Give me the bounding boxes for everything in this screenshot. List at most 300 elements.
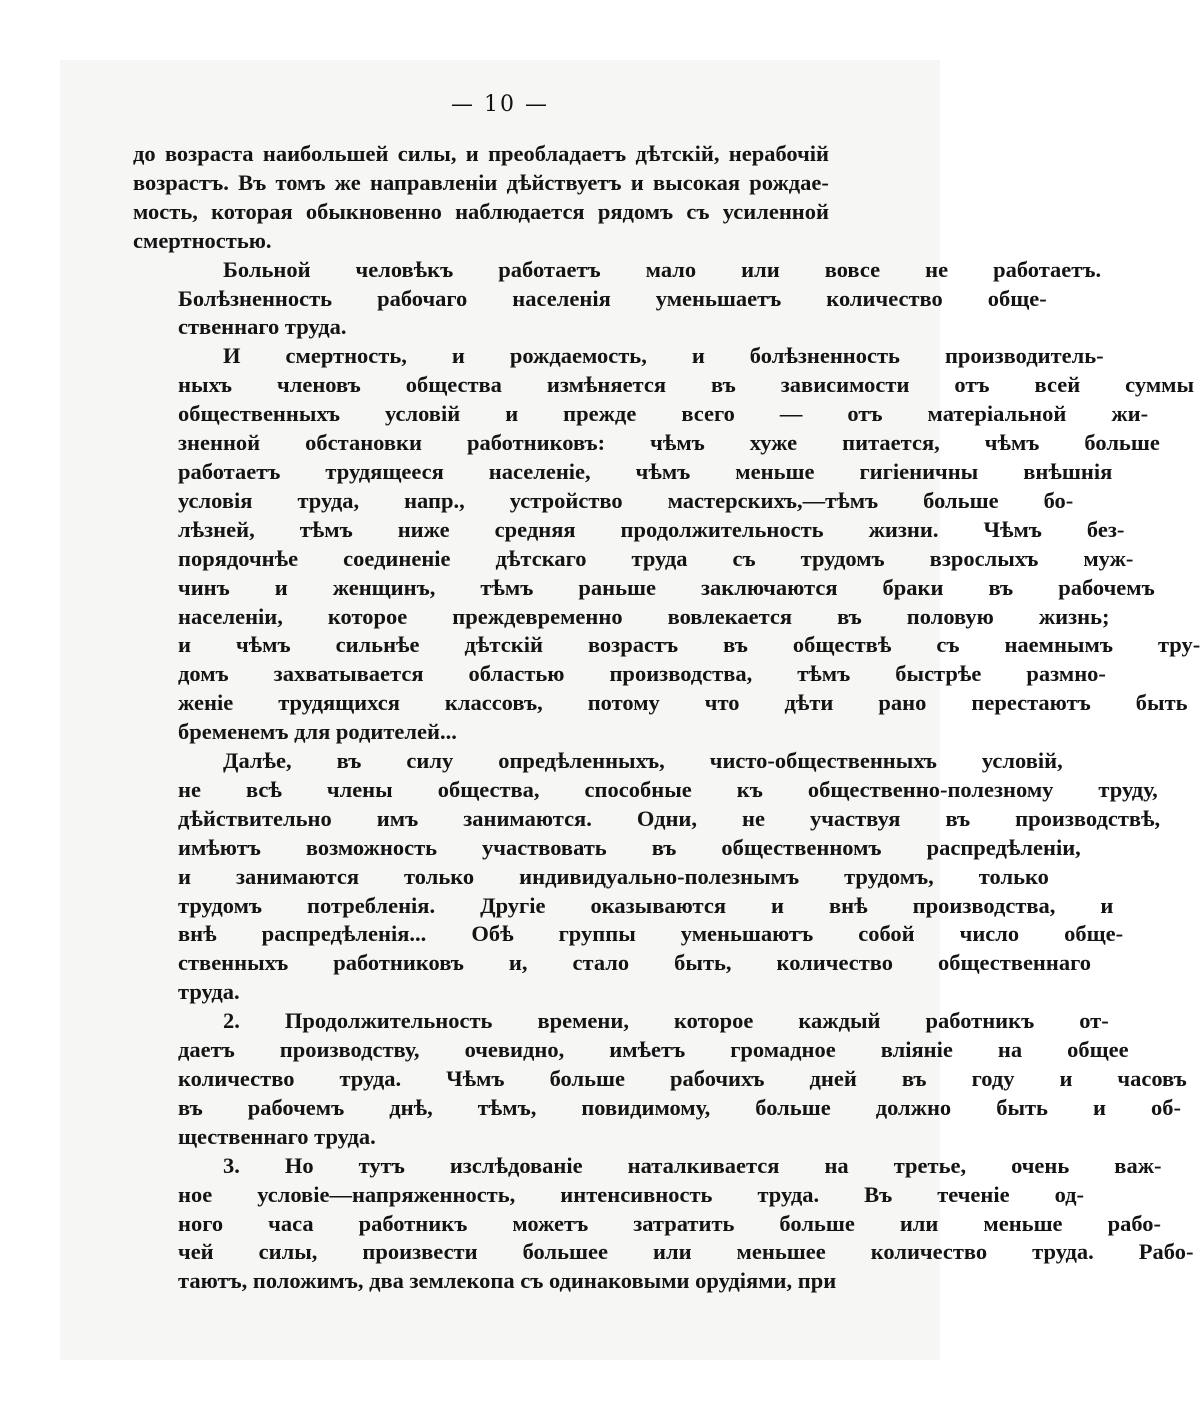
word: чѣмъ	[235, 632, 291, 658]
word: работаетъ.	[993, 256, 1102, 282]
word: дѣйствительно	[178, 805, 332, 831]
word: уменьшаютъ	[680, 921, 814, 947]
text-line	[133, 920, 1124, 949]
word: Рабо-	[1138, 1239, 1194, 1265]
word: трудомъ	[178, 892, 263, 918]
word: Далѣе,	[223, 748, 292, 774]
word: или	[899, 1210, 939, 1236]
paragraph	[133, 1152, 1194, 1297]
word: только	[978, 863, 1049, 889]
word: областью	[468, 661, 565, 687]
word: устройство	[509, 487, 623, 513]
word: классовъ,	[444, 690, 543, 716]
word: условія	[178, 487, 253, 513]
word: ное	[178, 1181, 213, 1207]
word: распредѣленія...	[261, 921, 427, 947]
word: Одни,	[636, 805, 697, 831]
word: больше	[549, 1066, 625, 1091]
word: работаетъ	[498, 256, 601, 282]
word: тѣмъ	[299, 516, 353, 542]
word: производству,	[279, 1037, 420, 1063]
word: вліяніе	[880, 1037, 953, 1063]
word: от-	[1079, 1008, 1109, 1034]
word: днѣ,	[389, 1094, 433, 1120]
word: возрастъ.	[133, 169, 229, 195]
word: вовсе	[824, 256, 881, 282]
word: больше	[923, 487, 999, 513]
word: захватывается	[273, 661, 424, 687]
word: и	[274, 574, 288, 600]
text-line	[133, 1210, 1162, 1239]
word: внѣ	[829, 892, 868, 918]
word: обще-	[1064, 921, 1124, 947]
word: и	[178, 632, 191, 658]
word: обыкновенно	[305, 198, 442, 224]
word: и	[1092, 1094, 1106, 1120]
word: быть,	[674, 950, 732, 976]
word: и,	[508, 950, 528, 976]
word: которое	[673, 1008, 754, 1034]
word: и	[1100, 892, 1114, 918]
word: занимаются.	[463, 805, 592, 831]
word: и	[771, 892, 784, 918]
word: общественнаго	[938, 950, 1092, 976]
word: въ	[837, 603, 862, 629]
word: общественныхъ	[178, 401, 340, 427]
text-line	[133, 140, 829, 169]
word: общее	[1067, 1037, 1129, 1063]
word: тутъ	[358, 1152, 405, 1178]
word: потому	[587, 690, 660, 716]
word: муж-	[1083, 545, 1134, 571]
word: больше	[755, 1094, 831, 1120]
word: участвуя	[809, 805, 901, 831]
word: женщинъ,	[332, 574, 436, 600]
word: условій	[384, 401, 461, 427]
word: количество	[178, 1066, 295, 1091]
word: 2.	[223, 1008, 240, 1034]
word: меньшее	[736, 1239, 826, 1265]
text-line	[133, 892, 1114, 921]
word: прежде	[563, 401, 637, 427]
word: дѣтскій,	[635, 141, 720, 166]
word: перестаютъ	[971, 690, 1091, 716]
text-line: ственнаго труда.	[178, 314, 347, 340]
word: работникъ	[358, 1210, 468, 1236]
word: съ	[732, 545, 756, 571]
text-line	[133, 776, 1158, 805]
word: силу	[406, 748, 454, 774]
word: преобладаетъ	[488, 141, 627, 166]
word: всѣ	[245, 776, 282, 802]
word: населеніи,	[178, 603, 283, 629]
word: размно-	[1026, 661, 1106, 687]
word: без-	[1086, 516, 1125, 542]
word: об-	[1150, 1094, 1181, 1120]
word: заключаются	[700, 574, 838, 600]
word: человѣкъ	[355, 256, 454, 282]
word: рядомъ	[597, 198, 674, 224]
word: быстрѣе	[895, 661, 982, 687]
word: больше	[779, 1210, 855, 1236]
word: не	[742, 805, 765, 831]
word: общественномъ	[721, 834, 882, 860]
word: теченіе	[937, 1181, 1010, 1207]
text-line	[133, 747, 1063, 776]
word: собой	[858, 921, 915, 947]
word: условій,	[981, 748, 1063, 774]
word: труду,	[1098, 776, 1158, 802]
word: общества	[405, 372, 502, 398]
word: количество	[826, 285, 943, 311]
text-line: бременемъ для родителей...	[178, 719, 457, 745]
word: наблюдается	[455, 198, 585, 224]
word: громадное	[730, 1037, 836, 1063]
word: смертность,	[285, 343, 407, 369]
word: произвести	[362, 1239, 478, 1265]
paragraph	[133, 256, 1102, 343]
word: силы,	[397, 141, 457, 166]
word: Продолжительность	[284, 1008, 493, 1034]
word: въ	[178, 1094, 203, 1120]
text-line: таютъ, положимъ, два землекопа съ одинаковыми орудіями, при	[178, 1268, 837, 1294]
word: въ	[723, 632, 748, 658]
word: питается,	[842, 430, 940, 456]
word: быть	[1135, 690, 1188, 716]
word: чисто-общественныхъ	[709, 748, 937, 774]
text-line	[133, 545, 1134, 574]
word: Больной	[223, 256, 311, 282]
word: и	[1059, 1066, 1073, 1091]
text-line	[133, 1238, 1194, 1267]
word: жизнь;	[1038, 603, 1110, 629]
word: имѣютъ	[178, 834, 261, 860]
word: больше	[1084, 430, 1160, 456]
word: рождаемость,	[509, 343, 647, 369]
text-line	[133, 169, 829, 198]
word: женіе	[178, 690, 234, 716]
word: ныхъ	[178, 372, 233, 398]
word: ственныхъ	[178, 950, 289, 976]
word: или	[741, 256, 780, 282]
word: работниковъ	[333, 950, 464, 976]
word: обстановки	[305, 430, 422, 456]
text-line	[133, 429, 1160, 458]
word: участвовать	[482, 834, 607, 860]
word: жизни.	[868, 516, 939, 542]
word: что	[704, 690, 740, 716]
word: суммы	[1125, 372, 1195, 398]
word: Болѣзненность	[178, 285, 333, 311]
word: не	[925, 256, 949, 282]
word: зависимости	[780, 372, 910, 398]
word: на	[997, 1037, 1023, 1063]
word: дѣтскій	[464, 632, 543, 658]
word: которое	[327, 603, 408, 629]
word: группы	[558, 921, 636, 947]
word: члены	[326, 776, 393, 802]
text-line	[133, 371, 1195, 400]
word: возможность	[305, 834, 438, 860]
word: и	[630, 169, 644, 195]
word: затратить	[633, 1210, 735, 1236]
word: и	[178, 863, 191, 889]
word: рано	[878, 690, 927, 716]
word: порядочнѣе	[178, 545, 299, 571]
word: въ	[651, 834, 677, 860]
word: Чѣмъ	[446, 1066, 505, 1091]
word: работникъ	[925, 1008, 1035, 1034]
word: нерабочій	[728, 141, 829, 166]
text-line	[133, 603, 1110, 632]
word: дѣйствуетъ	[506, 169, 622, 195]
word: чѣмъ	[650, 430, 705, 456]
word: не	[178, 776, 201, 802]
word: быть	[996, 1094, 1048, 1120]
word: матеріальной	[927, 401, 1067, 427]
word: членовъ	[277, 372, 361, 398]
text-line	[133, 834, 1081, 863]
word: третье,	[893, 1152, 967, 1178]
page-number: — 10 —	[451, 92, 549, 117]
word: трудомъ	[800, 545, 885, 571]
word: каждый	[798, 1008, 881, 1034]
word: дней	[809, 1066, 857, 1091]
word: количество	[776, 950, 893, 976]
word: чей	[178, 1239, 214, 1265]
text-line	[133, 1065, 1187, 1094]
word: меньше	[735, 458, 815, 484]
word: продолжительность	[620, 516, 824, 542]
word: общественно-полезному	[807, 776, 1054, 802]
word: раньше	[578, 574, 656, 600]
word: силы,	[258, 1239, 318, 1265]
word: ного	[178, 1210, 224, 1236]
text-line	[133, 342, 1104, 371]
word: труда.	[1032, 1239, 1094, 1265]
word: соединеніе	[343, 545, 451, 571]
word: потребленія.	[307, 892, 436, 918]
word: съ	[936, 632, 960, 658]
word: условіе—напряженность,	[257, 1181, 516, 1207]
word: браки	[882, 574, 944, 600]
word: взрослыхъ	[929, 545, 1039, 571]
word: И	[223, 343, 241, 369]
word: рабочемъ	[1058, 574, 1155, 600]
word: внѣшнія	[1023, 458, 1113, 484]
word: повидимому,	[581, 1094, 711, 1120]
word: направленіи	[370, 169, 498, 195]
word: распредѣленіи,	[926, 834, 1081, 860]
word: возраста	[164, 141, 254, 166]
word: тру-	[1157, 632, 1200, 658]
word: высокая	[653, 169, 741, 195]
word: чѣмъ	[984, 430, 1040, 456]
word: населенія	[512, 285, 611, 311]
text-line	[133, 400, 1149, 429]
word: труда,	[297, 487, 360, 513]
word: чинъ	[178, 574, 230, 600]
word: чѣмъ	[635, 458, 691, 484]
word: способные	[584, 776, 692, 802]
text-line	[133, 863, 1049, 892]
text-line	[133, 516, 1125, 545]
word: и	[691, 343, 705, 369]
word: къ	[736, 776, 763, 802]
word: гигіеничны	[859, 458, 979, 484]
word: рабочемъ	[247, 1094, 345, 1120]
word: которая	[211, 198, 293, 224]
word: производства,	[609, 661, 753, 687]
word: наибольшей	[262, 141, 389, 166]
word: ниже	[397, 516, 450, 542]
word: опредѣленныхъ,	[498, 748, 665, 774]
word: населеніе,	[488, 458, 591, 484]
word: только	[404, 863, 475, 889]
paragraph	[133, 140, 829, 256]
word: часовъ	[1117, 1066, 1187, 1091]
text-line	[133, 805, 1161, 834]
word: рабочихъ	[669, 1066, 765, 1091]
word: всей	[1034, 372, 1081, 398]
word: тѣмъ	[480, 574, 534, 600]
text-line	[133, 285, 1047, 314]
paragraph	[133, 747, 1161, 1007]
text-line	[133, 631, 1200, 660]
word: хуже	[749, 430, 798, 456]
text-line	[133, 949, 1092, 978]
word: работаетъ	[178, 458, 281, 484]
text-line	[133, 198, 829, 227]
word: трудомъ,	[844, 863, 934, 889]
text-line	[133, 574, 1155, 603]
word: въ	[711, 372, 736, 398]
word: году	[971, 1066, 1015, 1091]
word: должно	[875, 1094, 952, 1120]
word: наемнымъ	[1004, 632, 1113, 658]
word: индивидуально-полезнымъ	[519, 863, 800, 889]
word: даетъ	[178, 1037, 235, 1063]
text-line	[133, 1152, 1162, 1181]
text-line	[133, 256, 1102, 285]
word: тѣмъ	[797, 661, 851, 687]
word: дѣти	[784, 690, 834, 716]
word: Обѣ	[471, 921, 514, 947]
text-line	[133, 689, 1188, 718]
word: времени,	[537, 1008, 629, 1034]
word: возрастъ	[587, 632, 679, 658]
word: Но	[284, 1152, 314, 1178]
word: половую	[906, 603, 994, 629]
word: число	[959, 921, 1020, 947]
text-line	[133, 487, 1074, 516]
body-text	[133, 140, 1200, 1296]
word: жи-	[1111, 401, 1149, 427]
word: томъ	[275, 169, 326, 195]
text-line	[133, 458, 1113, 487]
word: очень	[1011, 1152, 1070, 1178]
word: мость,	[133, 198, 198, 224]
text-line: щественнаго труда.	[178, 1123, 376, 1149]
word: рабочаго	[377, 285, 468, 311]
word: можетъ	[512, 1210, 589, 1236]
word: въ	[901, 1066, 927, 1091]
word: обще-	[987, 285, 1047, 311]
word: въ	[988, 574, 1014, 600]
word: лѣзней,	[178, 516, 255, 542]
word: домъ	[178, 661, 229, 687]
word: сильнѣе	[335, 632, 420, 658]
word: од-	[1054, 1181, 1085, 1207]
word: съ	[686, 198, 710, 224]
text-line: труда.	[178, 979, 240, 1005]
word: отъ	[954, 372, 990, 398]
word: трудящееся	[325, 458, 444, 484]
word: важ-	[1114, 1152, 1162, 1178]
text-line	[133, 660, 1106, 689]
word: производствѣ,	[1015, 805, 1161, 831]
word: рабо-	[1107, 1210, 1162, 1236]
word: Въ	[864, 1181, 893, 1207]
word: уменьшаетъ	[655, 285, 782, 311]
word: мало	[645, 256, 697, 282]
paragraph	[133, 1007, 1187, 1152]
word: всего	[681, 401, 735, 427]
word: часа	[268, 1210, 314, 1236]
word: усиленной	[722, 198, 829, 224]
word: бо-	[1043, 487, 1074, 513]
word: производитель-	[944, 343, 1104, 369]
word: труда	[631, 545, 688, 571]
word: производства,	[912, 892, 1056, 918]
word: работниковъ:	[466, 430, 606, 456]
text-line	[133, 1094, 1181, 1123]
word: средняя	[494, 516, 576, 542]
text-line: смертностью.	[133, 227, 272, 253]
word: обществѣ	[792, 632, 892, 658]
word: Другіе	[480, 892, 546, 918]
word: количество	[870, 1239, 988, 1265]
word: —	[779, 401, 803, 427]
paragraph	[133, 342, 1200, 747]
word: и	[451, 343, 465, 369]
word: интенсивность	[560, 1181, 713, 1207]
word: оказываются	[590, 892, 727, 918]
word: отъ	[847, 401, 883, 427]
word: въ	[945, 805, 971, 831]
word: въ	[336, 748, 362, 774]
word: Въ	[238, 169, 267, 195]
word: занимаются	[235, 863, 359, 889]
word: или	[652, 1239, 692, 1265]
word: труда.	[339, 1066, 402, 1091]
text-line	[133, 1036, 1129, 1065]
word: тѣмъ,	[477, 1094, 537, 1120]
word: общества,	[437, 776, 540, 802]
word: и	[465, 141, 479, 166]
word: 3.	[223, 1152, 240, 1178]
word: труда.	[757, 1181, 820, 1207]
word: трудящихся	[278, 690, 400, 716]
word: внѣ	[178, 921, 217, 947]
word: болѣзненность	[749, 343, 900, 369]
word: Чѣмъ	[983, 516, 1042, 542]
word: изслѣдованіе	[449, 1152, 583, 1178]
word: имъ	[376, 805, 419, 831]
word: большее	[522, 1239, 608, 1265]
word: преждевременно	[452, 603, 623, 629]
word: мастерскихъ,—тѣмъ	[667, 487, 879, 513]
